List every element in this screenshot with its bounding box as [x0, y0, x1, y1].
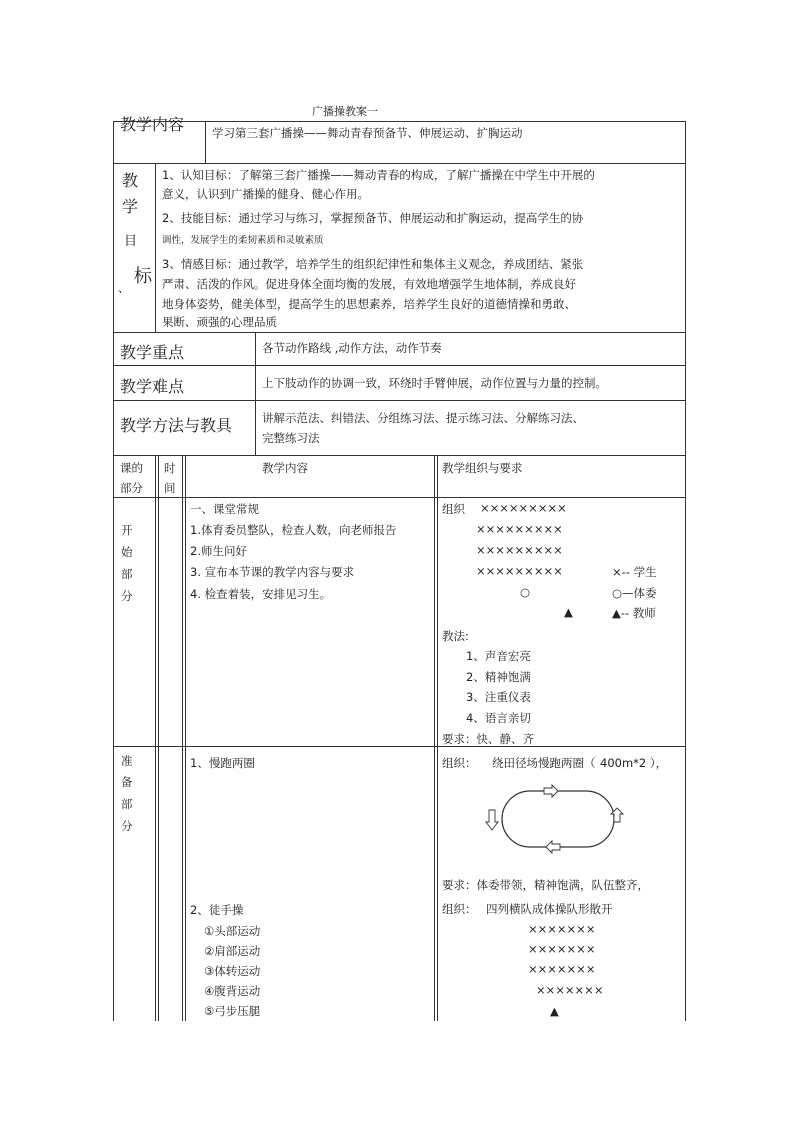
- teaching-label: 教法:: [442, 629, 469, 643]
- key-label: 教学重点: [120, 343, 185, 362]
- methods-label: 教学方法与教具: [120, 416, 233, 435]
- rule: [437, 455, 438, 1021]
- header-time: 时: [164, 461, 176, 475]
- teaching-item: 2、精神饱满: [466, 670, 531, 684]
- rule: [113, 365, 686, 366]
- methods-line: 完整练习法: [262, 431, 320, 445]
- formation-row: ×××××××: [528, 942, 596, 956]
- list-item: ③体转运动: [204, 964, 261, 978]
- rule: [113, 332, 686, 333]
- teacher-mark: ▲: [550, 1004, 559, 1018]
- formation-row: ×××××××××: [476, 522, 563, 536]
- teaching-item: 4、语言亲切: [466, 711, 531, 725]
- header-part: 部分: [120, 481, 143, 495]
- header-organization: 教学组织与要求: [442, 461, 523, 475]
- rule: [158, 455, 159, 1021]
- list-item: ⑤弓步压腿: [204, 1004, 261, 1018]
- prep-org2-label: 组织：: [442, 902, 477, 916]
- arrow-down-icon: [486, 810, 498, 830]
- rule: [113, 746, 686, 747]
- legend-student: ×-- 学生: [612, 565, 657, 579]
- rule: [113, 163, 686, 164]
- teacher-mark: ▲: [564, 605, 573, 619]
- arrow-right-icon: [544, 785, 558, 797]
- content-label: 教学内容: [120, 115, 185, 134]
- rule: [434, 455, 435, 1021]
- rule: [113, 121, 114, 1021]
- prep-org2-text: 四列横队成体操队形散开: [486, 902, 613, 916]
- legend-committee: ○—体委: [612, 586, 657, 600]
- methods-line: 讲解示范法、纠错法、分组练习法、提示练习法、分解练习法、: [262, 411, 584, 425]
- formation-row: ×××××××××: [476, 543, 563, 557]
- track-diagram: [484, 782, 634, 858]
- rule: [255, 332, 256, 455]
- rule: [113, 497, 686, 498]
- formation-row: ×××××××: [528, 922, 596, 936]
- header-part: 课的: [120, 461, 143, 475]
- list-item: ④腹背运动: [204, 984, 261, 998]
- rule: [155, 455, 156, 1021]
- legend-teacher: ▲-- 教师: [612, 606, 656, 620]
- rule: [113, 455, 686, 456]
- formation-row: ×××××××: [536, 983, 604, 997]
- list-item: ①头部运动: [204, 924, 261, 938]
- content-text: 学习第三套广播操——舞动青春预备节、伸展运动、扩胸运动: [212, 126, 523, 140]
- key-text: 各节动作路线 ,动作方法，动作节奏: [262, 341, 442, 355]
- teaching-item: 1、声音宏亮: [466, 649, 531, 663]
- requirement: 要求：快、静、齐: [442, 732, 534, 746]
- rule: [185, 455, 186, 1021]
- rule: [113, 400, 686, 401]
- exercise-title: 2、徒手操: [190, 903, 244, 917]
- rule: [182, 455, 183, 1021]
- rule: [155, 163, 156, 332]
- formation-row: ×××××××××: [480, 501, 567, 515]
- rule: [205, 121, 206, 163]
- header-time: 间: [164, 481, 176, 495]
- prep-jog: 1、慢跑两圈: [190, 756, 255, 770]
- org-label: 组织: [442, 502, 465, 516]
- difficulty-text: 上下肢动作的协调一致，环绕时手臂伸展，动作位置与力量的控制。: [262, 376, 607, 390]
- committee-mark: ○: [520, 585, 531, 599]
- arrow-left-icon: [546, 841, 560, 853]
- difficulty-label: 教学难点: [120, 377, 185, 396]
- rule: [685, 121, 686, 1021]
- formation-row: ×××××××××: [476, 564, 563, 578]
- list-item: ②肩部运动: [204, 944, 261, 958]
- formation-row: ×××××××: [528, 962, 596, 976]
- doc-title: 广播操教案一: [312, 105, 378, 118]
- teaching-item: 3、注重仪表: [466, 690, 531, 704]
- header-content: 教学内容: [262, 461, 308, 475]
- prep-org-label: 组织：: [442, 756, 477, 770]
- prep-org-text: 绕田径场慢跑两圈（: [492, 756, 596, 770]
- rule: [113, 121, 686, 122]
- prep-org-value: 400m*2 ），: [600, 756, 668, 770]
- track-oval: [502, 791, 614, 847]
- prep-requirement: 要求：体委带领，精神饱满，队伍整齐，: [442, 878, 649, 892]
